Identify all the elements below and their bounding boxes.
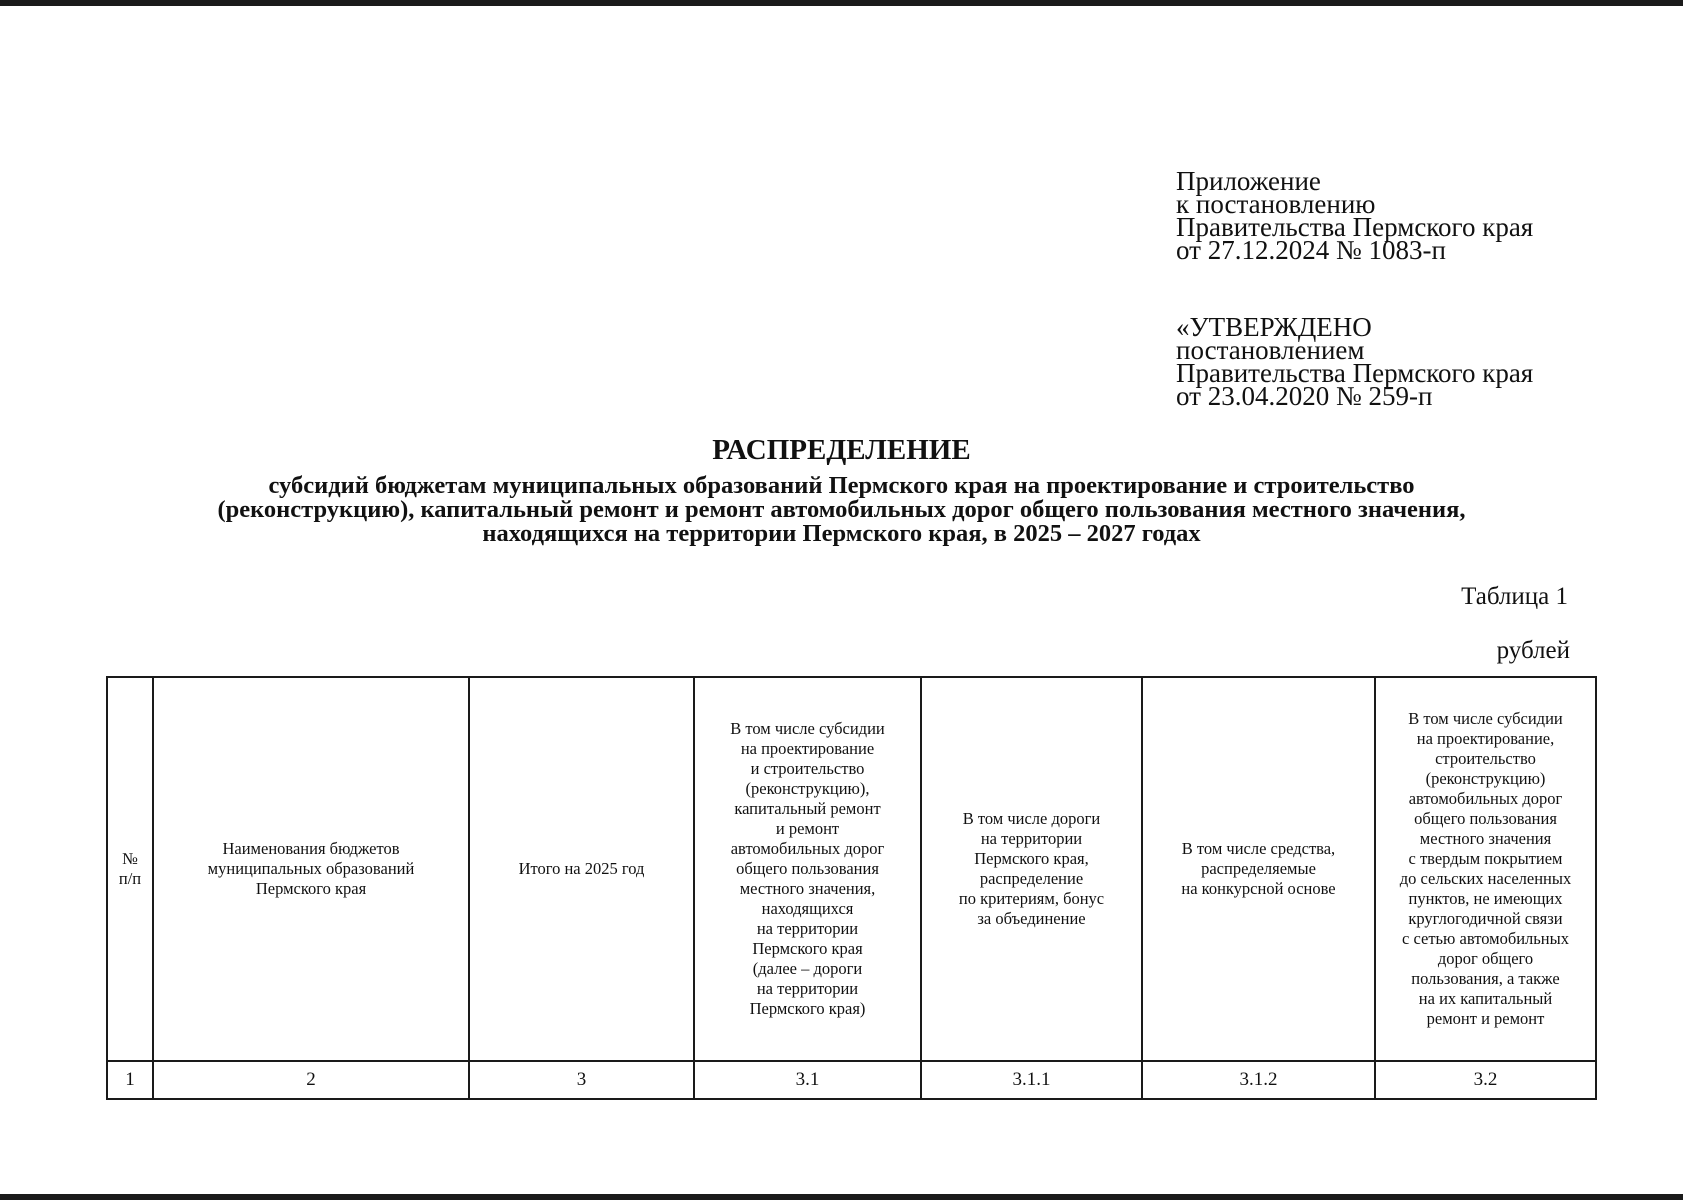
subtitle-line: (реконструкцию), капитальный ремонт и ремонт автомобильных дорог общего пользования местного значения,: [217, 496, 1466, 523]
column-header-criteria-distribution: [921, 677, 1142, 1061]
units-label: рублей: [1496, 637, 1570, 664]
column-header-roads-subsidies: [694, 677, 921, 1061]
table-header-row: [107, 677, 1596, 1061]
scan-edge-top: [0, 0, 1683, 6]
column-header-competitive-funds: [1142, 677, 1375, 1061]
approved-line: от 23.04.2020 № 259-п: [1176, 381, 1433, 411]
column-header-total-2025: [469, 677, 694, 1061]
approved-line: постановлением: [1176, 335, 1365, 365]
scan-edge-bottom: [0, 1194, 1683, 1200]
header-text: Наименования бюджетов муниципальных образований Пермского края: [207, 839, 415, 898]
header-text: В том числе дороги на территории Пермского края, распределение по критериям, бонус за объединение: [958, 809, 1105, 928]
column-number-cell: 3: [469, 1061, 694, 1099]
subtitle-line: находящихся на территории Пермского края, в 2025 – 2027 годах: [482, 520, 1201, 547]
approval-stamp-text: [1176, 312, 1596, 411]
column-header-rural-roads-subsidies: [1375, 677, 1596, 1061]
column-number-cell: 3.2: [1375, 1061, 1596, 1099]
appendix-line: к постановлению: [1176, 189, 1376, 219]
column-number-cell: 1: [107, 1061, 153, 1099]
header-text: Итого на 2025 год: [518, 859, 645, 878]
column-number-row: [107, 1061, 1596, 1099]
document-title: РАСПРЕДЕЛЕНИЕ: [712, 434, 971, 466]
column-header-budget-name: [153, 677, 469, 1061]
document-subtitle: [100, 474, 1583, 546]
header-text: № п/п: [118, 849, 142, 888]
column-number-cell: 3.1: [694, 1061, 921, 1099]
column-header-number: [107, 677, 153, 1061]
approved-line: Правительства Пермского края: [1176, 358, 1534, 388]
header-text: В том числе средства, распределяемые на конкурсной основе: [1181, 839, 1336, 898]
appendix-line: от 27.12.2024 № 1083-п: [1176, 235, 1446, 265]
column-number-cell: 3.1.2: [1142, 1061, 1375, 1099]
appendix-line: Приложение: [1176, 166, 1321, 196]
table-number-label: Таблица 1: [1461, 583, 1568, 610]
header-text: В том числе субсидии на проектирование и строительство (реконструкцию), капитальный ремонт и ремонт автомобильных дорог общего пользования местного значения, находящихся на территории Пермского края (далее – дороги на территории Пермского края): [730, 719, 885, 1018]
distribution-table: [106, 676, 1597, 1100]
column-number-cell: 2: [153, 1061, 469, 1099]
approved-line: «УТВЕРЖДЕНО: [1176, 312, 1372, 342]
appendix-reference: [1176, 166, 1596, 265]
subtitle-line: субсидий бюджетам муниципальных образований Пермского края на проектирование и строительство: [268, 472, 1415, 499]
column-number-cell: 3.1.1: [921, 1061, 1142, 1099]
header-text: В том числе субсидии на проектирование, строительство (реконструкцию) автомобильных дорог общего пользования местного значения с твердым покрытием до сельских населенных пунктов, не имеющих круглогодичной связи с сетью автомобильных дорог общего пользования, а также на их капитальный ремонт и ремонт: [1399, 709, 1572, 1028]
appendix-line: Правительства Пермского края: [1176, 212, 1534, 242]
